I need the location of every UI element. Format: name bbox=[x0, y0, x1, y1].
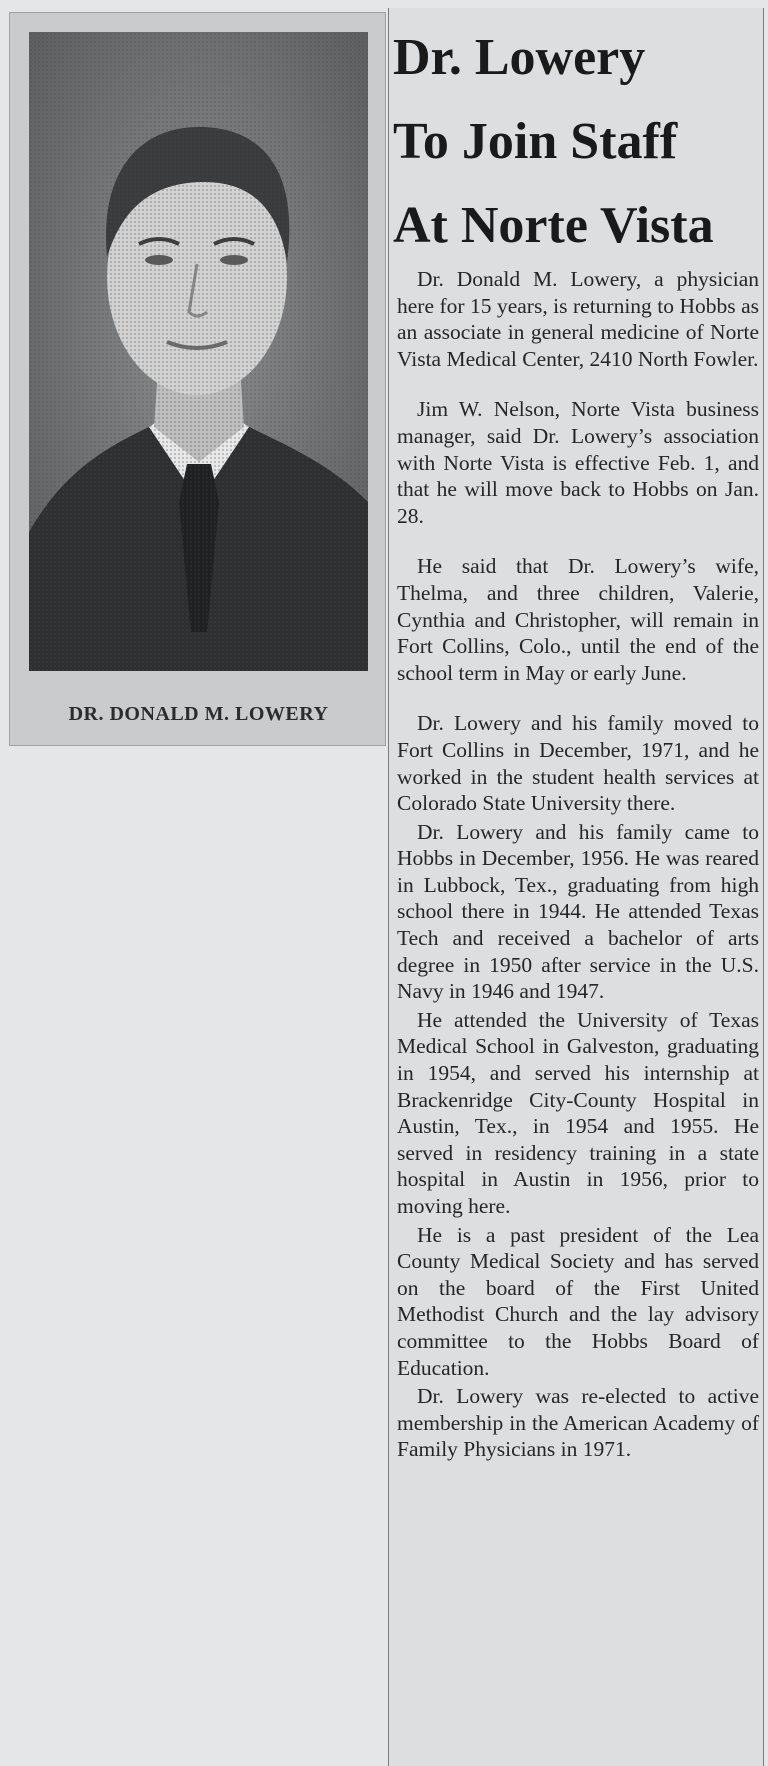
paragraph: Dr. Lowery and his family came to Hobbs in December, 1956. He was reared in Lubbock, Tex., graduating from high school there in 1944. He attended Texas Tech and received a bachelor of arts degree in 1950 after service in the U.S. Navy in 1946 and 1947. bbox=[397, 819, 759, 1004]
photo-clipping bbox=[9, 12, 386, 746]
paragraph: He said that Dr. Lowery’s wife, Thelma, and three children, Valerie, Cynthia and Christopher, will remain in Fort Collins, Colo., until the end of the school term in May or early June. bbox=[397, 554, 759, 685]
article-clipping bbox=[388, 8, 764, 1766]
headline-line: To Join Staff bbox=[393, 113, 678, 170]
portrait-image bbox=[29, 32, 368, 671]
paragraph: Jim W. Nelson, Norte Vista business manager, said Dr. Lowery’s association with Norte Vista is effective Feb. 1, and that he will move back to Hobbs on Jan. 28. bbox=[397, 397, 759, 528]
photo-caption: DR. DONALD M. LOWERY bbox=[68, 703, 329, 725]
article-body bbox=[397, 266, 759, 1463]
paragraph: He attended the University of Texas Medical School in Galveston, graduating in 1954, and served his internship at Brackenridge City-County Hospital in Austin, Tex., in 1954 and 1955. He served in residency training in a state hospital in Austin in 1956, prior to moving here. bbox=[397, 1007, 759, 1218]
paragraph: Dr. Donald M. Lowery, a physician here for 15 years, is returning to Hobbs as an associate in general medicine of Norte Vista Medical Center, 2410 North Fowler. bbox=[397, 267, 759, 371]
portrait-photo bbox=[29, 32, 368, 671]
paragraph: Dr. Lowery was re-elected to active membership in the American Academy of Family Physicians in 1971. bbox=[397, 1384, 759, 1462]
paragraph: Dr. Lowery and his family moved to Fort Collins in December, 1971, and he worked in the student health services at Colorado State University there. bbox=[397, 711, 759, 816]
headline bbox=[393, 16, 763, 268]
headline-line: At Norte Vista bbox=[393, 197, 714, 254]
paragraph: He is a past president of the Lea County Medical Society and has served on the board of the First United Methodist Church and the lay advisory committee to the Hobbs Board of Education. bbox=[397, 1222, 759, 1380]
headline-line: Dr. Lowery bbox=[393, 29, 646, 86]
